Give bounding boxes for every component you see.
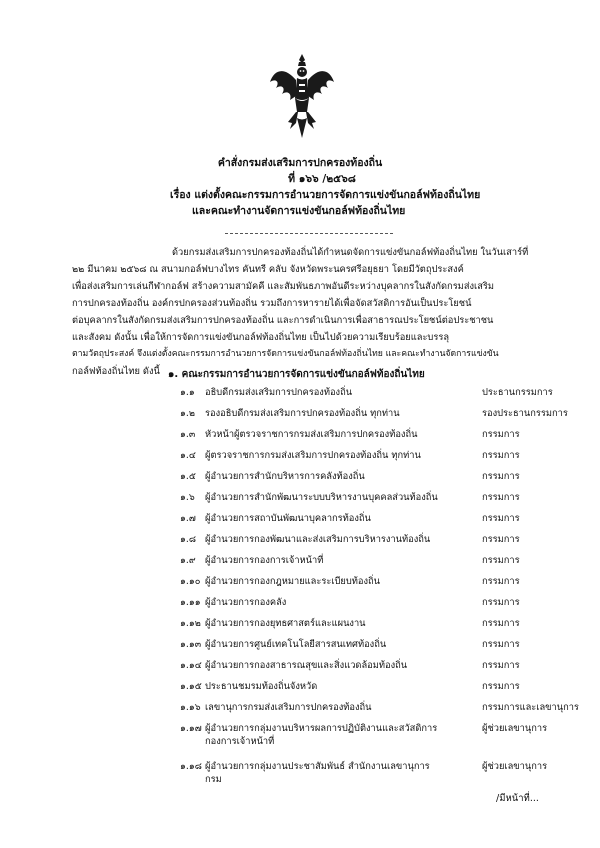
member-role: ผู้ช่วยเลขานุการ: [482, 761, 548, 772]
member-role: ประธานกรรมการ: [482, 387, 553, 398]
member-title: รองอธิบดีกรมส่งเสริมการปกครองท้องถิ่น ทุกท่าน: [205, 408, 400, 419]
body-line: ตามวัตถุประสงค์ จึงแต่งตั้งคณะกรรมการอำนวยการจัดการแข่งขันกอล์ฟท้องถิ่นไทย และคณะทำงานจัดการแข่งขัน: [72, 349, 499, 359]
member-role: กรรมการและเลขานุการ: [482, 702, 579, 713]
order-number: ที่ ๑๖๖ /๒๕๖๘: [288, 173, 356, 185]
item-number: ๑.๖: [180, 492, 195, 503]
item-number: ๑.๗: [180, 513, 196, 524]
item-number: ๑.๑๔: [180, 660, 202, 671]
member-title: ผู้อำนวยการสำนักพัฒนาระบบบริหารงานบุคคลส่วนท้องถิ่น: [205, 492, 438, 503]
item-number: ๑.๑๒: [180, 618, 201, 629]
member-title: เลขานุการกรมส่งเสริมการปกครองท้องถิ่น: [205, 702, 372, 713]
member-role: กรรมการ: [482, 471, 520, 482]
member-role: กรรมการ: [482, 513, 520, 524]
subject-line-2: และคณะทำงานจัดการแข่งขันกอล์ฟท้องถิ่นไทย: [192, 205, 406, 217]
member-title: ผู้อำนวยการสถาบันพัฒนาบุคลากรท้องถิ่น: [205, 513, 371, 524]
member-role: กรรมการ: [482, 597, 520, 608]
member-title: หัวหน้าผู้ตรวจราชการกรมส่งเสริมการปกครองท้องถิ่น: [205, 429, 418, 440]
item-number: ๑.๑๕: [180, 681, 202, 692]
member-title: ผู้อำนวยการกลุ่มงานประชาสัมพันธ์ สำนักงานเลขานุการกรม: [205, 761, 430, 785]
item-number: ๑.๑๗: [180, 723, 202, 734]
member-role: กรรมการ: [482, 555, 520, 566]
member-title: ผู้อำนวยการกองคลัง: [205, 597, 287, 608]
item-number: ๑.๔: [180, 450, 196, 461]
item-number: ๑.๙: [180, 555, 196, 566]
member-role: กรรมการ: [482, 576, 520, 587]
garuda-emblem-icon: [268, 52, 336, 140]
item-number: ๑.๑๘: [180, 761, 202, 772]
member-role: กรรมการ: [482, 618, 520, 629]
member-title: อธิบดีกรมส่งเสริมการปกครองท้องถิ่น: [205, 387, 353, 398]
body-line: ต่อบุคลากรในสังกัดกรมส่งเสริมการปกครองท้องถิ่น และการดำเนินการเพื่อสาธารณประโยชน์ต่อประชาชน: [72, 315, 494, 326]
subject-line-1: เรื่อง แต่งตั้งคณะกรรมการอำนวยการจัดการแข่งขันกอล์ฟท้องถิ่นไทย: [170, 189, 481, 201]
header-divider: [225, 233, 393, 234]
item-number: ๑.๑๓: [180, 639, 202, 650]
member-role: กรรมการ: [482, 429, 520, 440]
item-number: ๑.๑๑: [180, 597, 201, 608]
member-role: กรรมการ: [482, 450, 520, 461]
member-title: ผู้อำนวยการกองการเจ้าหน้าที่: [205, 555, 324, 566]
member-title: ผู้ตรวจราชการกรมส่งเสริมการปกครองท้องถิ่น ทุกท่าน: [205, 450, 421, 461]
item-number: ๑.๑๖: [180, 702, 201, 713]
body-line: การปกครองท้องถิ่น องค์กรปกครองส่วนท้องถิ่น รวมถึงการหารายได้เพื่อจัดสวัสดิการอันเป็นประโยชน์: [72, 298, 472, 309]
body-line: ๒๒ มีนาคม ๒๕๖๘ ณ สนามกอล์ฟบางไทร คันทรี คลับ จังหวัดพระนครศรีอยุธยา โดยมีวัตถุประสงค์: [72, 264, 464, 275]
member-title: ผู้อำนวยการกองกฎหมายและระเบียบท้องถิ่น: [205, 576, 380, 587]
member-role: กรรมการ: [482, 492, 520, 503]
body-line: และสังคม ดังนั้น เพื่อให้การจัดการแข่งขันกอล์ฟท้องถิ่นไทย เป็นไปด้วยความเรียบร้อยและบรรลุ: [72, 332, 450, 343]
body-line: ด้วยกรมส่งเสริมการปกครองท้องถิ่นได้กำหนดจัดการแข่งขันกอล์ฟท้องถิ่นไทย ในวันเสาร์ที่: [172, 247, 529, 258]
member-title: ประธานชมรมท้องถิ่นจังหวัด: [205, 681, 318, 692]
member-title: ผู้อำนวยการกองพัฒนาและส่งเสริมการบริหารงานท้องถิ่น: [205, 534, 431, 545]
item-number: ๑.๘: [180, 534, 197, 545]
member-role: กรรมการ: [482, 681, 520, 692]
item-number: ๑.๕: [180, 471, 196, 482]
member-role: ผู้ช่วยเลขานุการ: [482, 723, 548, 734]
member-role: กรรมการ: [482, 660, 520, 671]
section-title: ๑. คณะกรรมการอำนวยการจัดการแข่งขันกอล์ฟท้องถิ่นไทย: [168, 369, 425, 380]
member-role: กรรมการ: [482, 534, 520, 545]
body-line: เพื่อส่งเสริมการเล่นกีฬากอล์ฟ สร้างความสามัคคี และสัมพันธภาพอันดีระหว่างบุคลากรในสังกัดกรมส่งเสริม: [72, 281, 495, 292]
member-role: กรรมการ: [482, 639, 520, 650]
document-title: คำสั่งกรมส่งเสริมการปกครองท้องถิ่น: [217, 157, 383, 169]
member-title: ผู้อำนวยการศูนย์เทคโนโลยีสารสนเทศท้องถิ่น: [205, 639, 387, 650]
member-title: ผู้อำนวยการกองยุทธศาสตร์และแผนงาน: [205, 618, 366, 629]
member-title: ผู้อำนวยการกลุ่มงานบริหารผลการปฏิบัติงานและสวัสดิการกองการเจ้าหน้าที่: [205, 723, 438, 747]
item-number: ๑.๓: [180, 429, 196, 440]
item-number: ๑.๑๐: [180, 576, 201, 587]
body-line: กอล์ฟท้องถิ่นไทย ดังนี้: [72, 366, 160, 377]
member-title: ผู้อำนวยการสำนักบริหารการคลังท้องถิ่น: [205, 471, 365, 482]
item-number: ๑.๑: [180, 387, 195, 398]
member-role: รองประธานกรรมการ: [482, 408, 568, 419]
continued-marker: /มีหน้าที่...: [496, 793, 539, 804]
member-title: ผู้อำนวยการกองสาธารณสุขและสิ่งแวดล้อมท้องถิ่น: [205, 660, 408, 671]
item-number: ๑.๒: [180, 408, 195, 419]
